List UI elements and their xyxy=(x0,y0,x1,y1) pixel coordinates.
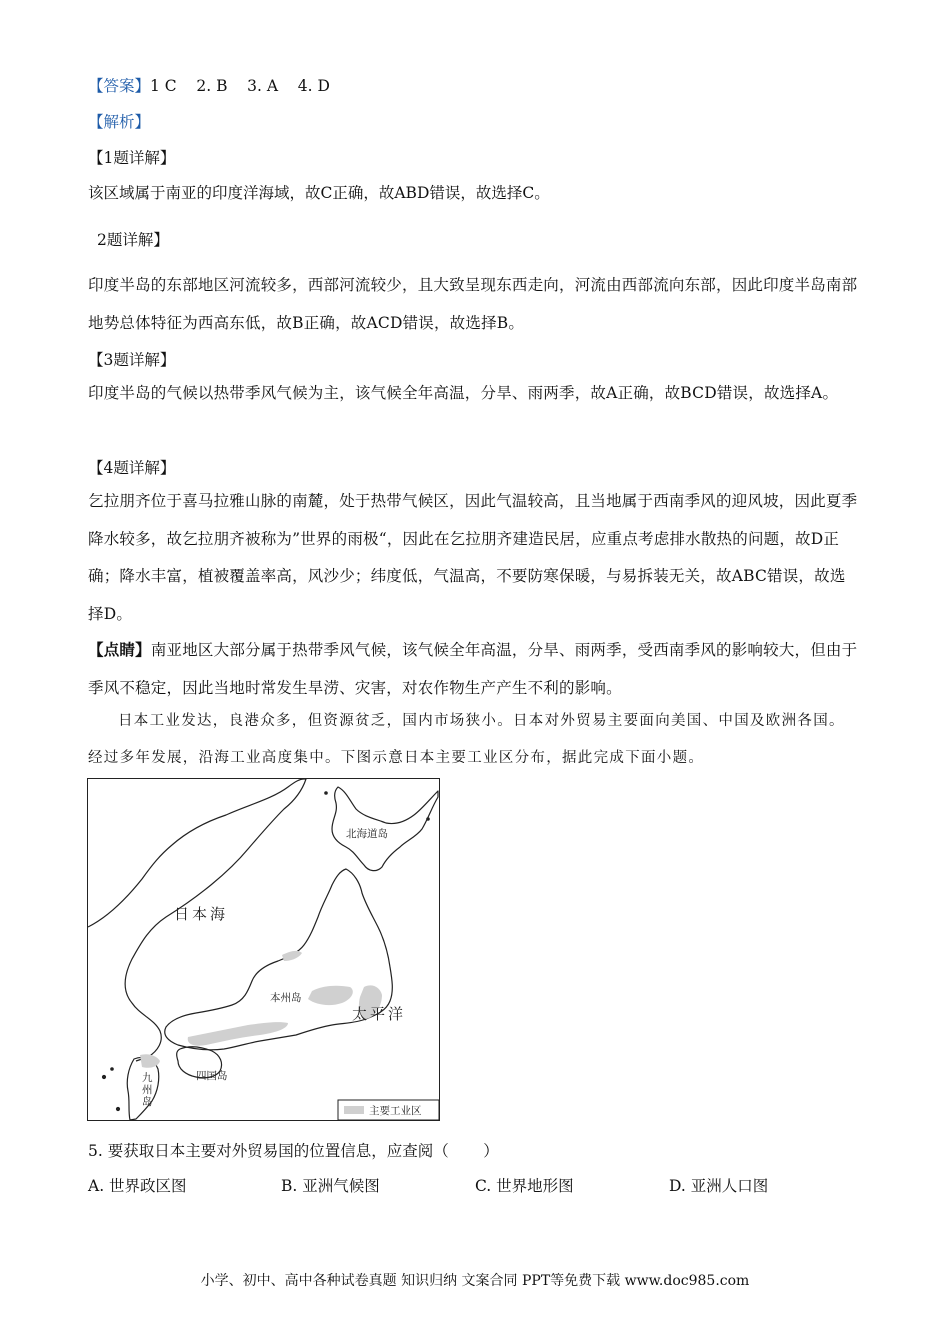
q3-heading: 【3题详解】 xyxy=(88,351,176,369)
q1-text: 该区域属于南亚的印度洋海域，故C正确，故ABD错误，故选择C。 xyxy=(88,184,550,202)
shikoku-label: 四国岛 xyxy=(196,1070,228,1082)
q4-heading: 【4题详解】 xyxy=(88,459,176,477)
answer-text: 1 C 2. B 3. A 4. D xyxy=(150,77,330,95)
industrial-zones xyxy=(140,951,382,1068)
q5-option-a: A. 世界政区图 xyxy=(88,1177,187,1195)
answer-line xyxy=(88,76,330,96)
japan-industry-map xyxy=(87,778,440,1121)
dianjing-paragraph xyxy=(88,631,858,707)
answer-tag: 【答案】 xyxy=(88,77,151,95)
map-legend xyxy=(338,1100,439,1120)
legend-label: 主要工业区 xyxy=(369,1105,422,1117)
analysis-tag: 【解析】 xyxy=(88,113,151,131)
q5-stem: 5. 要获取日本主要对外贸易国的位置信息，应查阅（ ） xyxy=(88,1142,499,1160)
q2-heading: 2题详解】 xyxy=(97,231,169,249)
sea-of-japan-label: 日本海 xyxy=(174,905,229,923)
industry-zone-tokai xyxy=(308,986,353,1005)
page-footer: 小学、初中、高中各种试卷真题 知识归纳 文案合同 PPT等免费下载 www.doc985.com xyxy=(200,1273,750,1289)
q3-text: 印度半岛的气候以热带季风气候为主，该气候全年高温，分旱、雨两季，故A正确，故BCD错误，故选择A。 xyxy=(88,384,839,402)
dianjing-tag: 【点睛】 xyxy=(88,640,151,659)
industry-zone-hokuriku xyxy=(282,951,302,961)
map-svg xyxy=(88,779,439,1120)
q1-heading: 【1题详解】 xyxy=(88,149,176,167)
q5-option-b: B. 亚洲气候图 xyxy=(281,1177,380,1195)
kyushu-label-3: 岛 xyxy=(142,1096,153,1108)
q4-text: 乞拉朋齐位于喜马拉雅山脉的南麓，处于热带气候区，因此气温较高，且当地属于西南季风的迎风坡，因此夏季降水较多，故乞拉朋齐被称为”世界的雨极“，因此在乞拉朋齐建造民居，应重点考虑排水散热的问题，故D正确；降水丰富，植被覆盖率高，风沙少；纬度低，气温高，不要防寒保暖，与易拆装无关，故ABC错误，故选择D。 xyxy=(88,492,858,623)
industry-zone-setouchi xyxy=(188,1022,288,1046)
kyushu-label-2: 州 xyxy=(142,1084,153,1096)
q2-text: 印度半岛的东部地区河流较多，西部河流较少，且大致呈现东西走向，河流由西部流向东部，因此印度半岛南部地势总体特征为西高东低，故B正确，故ACD错误，故选择B。 xyxy=(88,276,858,332)
legend-swatch xyxy=(344,1106,364,1114)
kyushu-label-1: 九 xyxy=(142,1072,153,1084)
q5-option-c: C. 世界地形图 xyxy=(475,1177,574,1195)
intro-paragraph: 日本工业发达，良港众多，但资源贫乏，国内市场狭小。日本对外贸易主要面向美国、中国及欧洲各国。经过多年发展，沿海工业高度集中。下图示意日本主要工业区分布，据此完成下面小题。 xyxy=(88,713,845,766)
pacific-label: 太平洋 xyxy=(352,1005,407,1023)
q5-option-d: D. 亚洲人口图 xyxy=(669,1177,769,1195)
dianjing-text: 南亚地区大部分属于热带季风气候，该气候全年高温，分旱、雨两季，受西南季风的影响较大，但由于季风不稳定，因此当地时常发生旱涝、灾害，对农作物生产产生不利的影响。 xyxy=(88,641,858,697)
hokkaido-label: 北海道岛 xyxy=(346,828,388,840)
honshu-label: 本州岛 xyxy=(270,992,302,1004)
